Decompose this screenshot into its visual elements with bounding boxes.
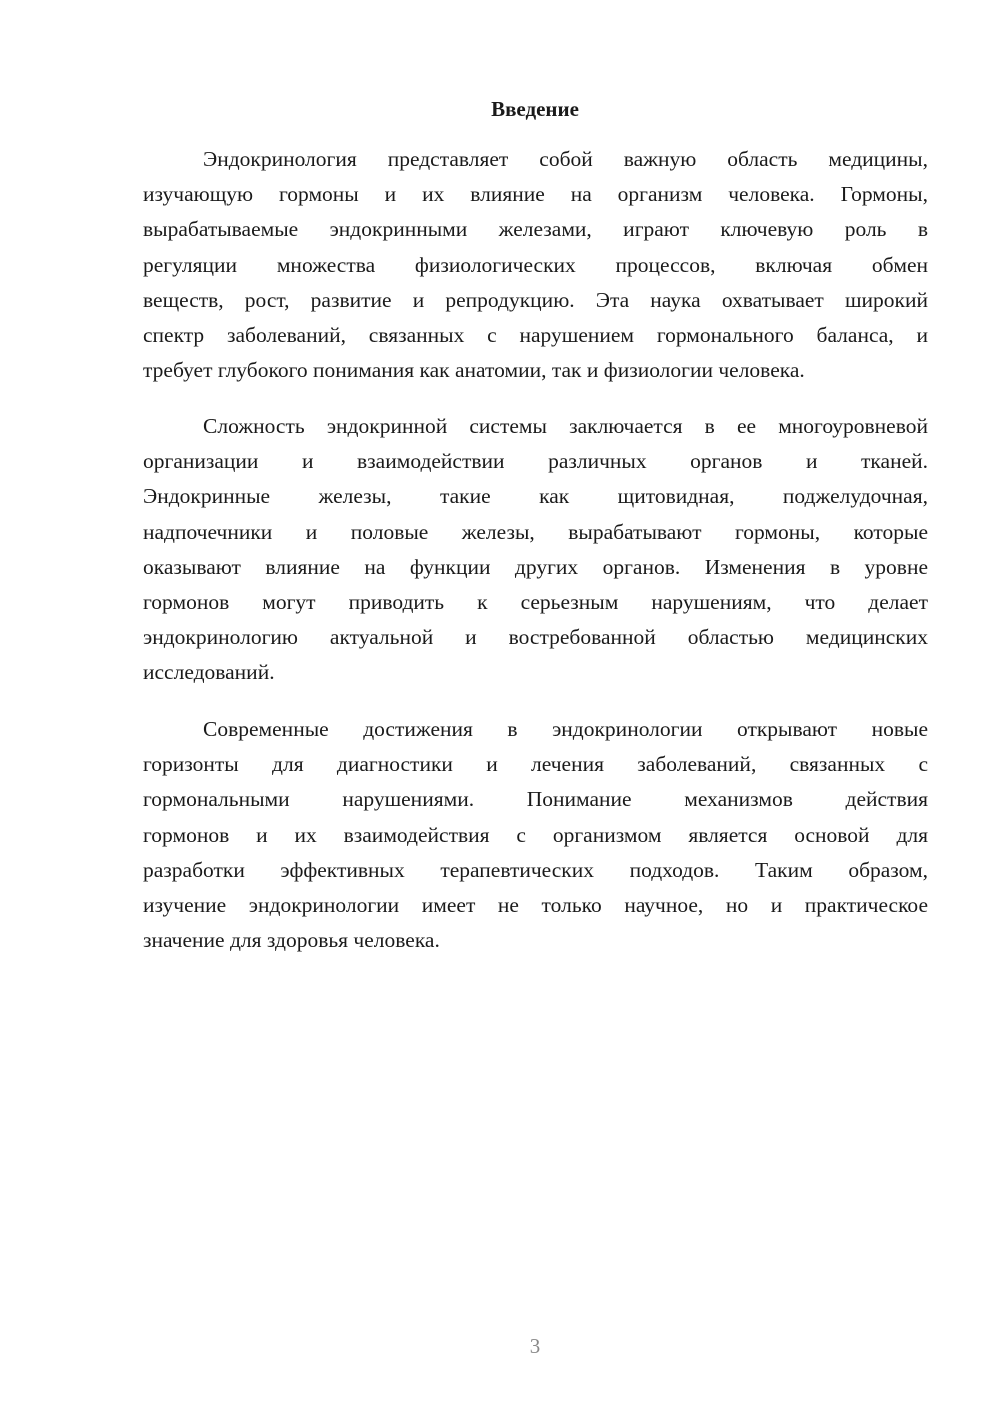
paragraph-1 — [143, 142, 928, 388]
text-line: вырабатываемые эндокринными железами, играют ключевую роль в — [143, 217, 928, 242]
text-line: регуляции множества физиологических процессов, включая обмен — [143, 252, 928, 277]
text-line: спектр заболеваний, связанных с нарушением гормонального баланса, и — [143, 322, 928, 347]
paragraph-2 — [143, 409, 928, 691]
text-line: разработки эффективных терапевтических подходов. Таким образом, — [143, 857, 928, 882]
text-line: требует глубокого понимания как анатомии, так и физиологии человека. — [143, 358, 805, 383]
text-line: значение для здоровья человека. — [143, 928, 440, 953]
text-line: Современные достижения в эндокринологии открывают новые — [203, 717, 928, 741]
text-line: веществ, рост, развитие и репродукцию. Эта наука охватывает широкий — [143, 287, 928, 312]
paragraph-3 — [143, 712, 928, 958]
section-title: Введение — [491, 97, 579, 121]
text-line: исследований. — [143, 660, 275, 685]
page-number: 3 — [529, 1334, 541, 1358]
text-line: гормонов могут приводить к серьезным нарушениям, что делает — [143, 589, 928, 614]
text-line: гормонов и их взаимодействия с организмом является основой для — [143, 822, 928, 847]
text-line: оказывают влияние на функции других органов. Изменения в уровне — [143, 554, 928, 579]
text-line: Эндокринология представляет собой важную область медицины, — [203, 147, 928, 171]
text-line: эндокринологию актуальной и востребованной областью медицинских — [143, 625, 928, 650]
text-line: Сложность эндокринной системы заключается в ее многоуровневой — [203, 414, 928, 438]
text-line: гормональными нарушениями. Понимание механизмов действия — [143, 787, 928, 812]
text-line: организации и взаимодействии различных органов и тканей. — [143, 449, 928, 474]
text-line: изучающую гормоны и их влияние на организм человека. Гормоны, — [143, 182, 928, 207]
text-line: горизонты для диагностики и лечения заболеваний, связанных с — [143, 752, 928, 777]
text-line: надпочечники и половые железы, вырабатывают гормоны, которые — [143, 519, 928, 544]
text-line: изучение эндокринологии имеет не только научное, но и практическое — [143, 892, 928, 917]
text-line: Эндокринные железы, такие как щитовидная, поджелудочная, — [143, 484, 928, 509]
